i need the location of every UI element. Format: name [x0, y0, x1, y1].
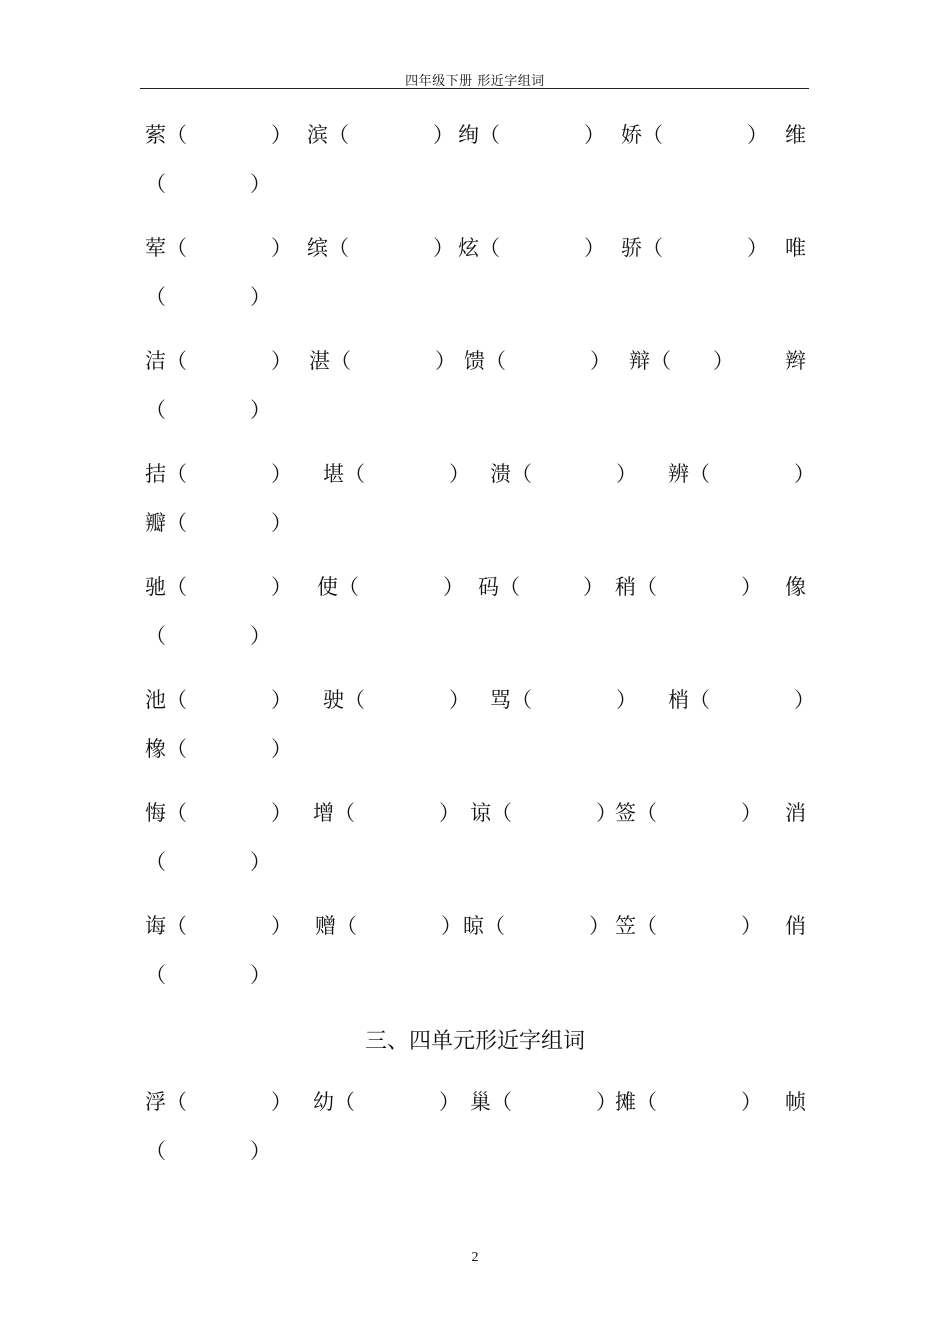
word-item: 辫 — [785, 349, 806, 373]
word-item: 炫（ ） — [458, 236, 605, 260]
exercise-row-continuation — [145, 508, 809, 538]
exercise-row — [145, 459, 815, 489]
word-item: 维 — [785, 123, 806, 147]
exercise-row — [145, 572, 809, 602]
word-item: 赠（ ） — [315, 914, 462, 938]
word-item: 摊（ ） — [615, 1090, 762, 1114]
word-item: 馈（ ） — [464, 349, 611, 373]
exercise-row-continuation — [145, 282, 809, 312]
word-item: 梢（ ） — [668, 688, 815, 712]
word-item: 骂（ ） — [490, 688, 637, 712]
word-item: 湛（ ） — [309, 349, 456, 373]
blank-item: （ ） — [145, 172, 271, 196]
exercise-row — [145, 346, 809, 376]
word-item: 帧 — [785, 1090, 806, 1114]
blank-item: （ ） — [145, 285, 271, 309]
blank-item: （ ） — [145, 398, 271, 422]
word-item: 萦（ ） — [145, 123, 292, 147]
blank-item: （ ） — [145, 624, 271, 648]
exercise-row-continuation — [145, 960, 809, 990]
word-item: 溃（ ） — [490, 462, 637, 486]
exercise-row-continuation — [145, 734, 809, 764]
word-item: 辨（ ） — [668, 462, 815, 486]
word-item: 使（ ） — [317, 575, 464, 599]
word-item: 滨（ ） — [307, 123, 454, 147]
word-item: 浮（ ） — [145, 1090, 292, 1114]
exercise-row-continuation — [145, 169, 809, 199]
word-item: 巢（ ） — [470, 1090, 617, 1114]
word-item: 绚（ ） — [458, 123, 605, 147]
word-item: 笠（ ） — [615, 914, 762, 938]
word-item: 橡（ ） — [145, 737, 292, 761]
word-item: 拮（ ） — [145, 462, 292, 486]
word-item: 幼（ ） — [313, 1090, 460, 1114]
word-item: 荤（ ） — [145, 236, 292, 260]
blank-item: （ ） — [145, 963, 271, 987]
word-item: 洁（ ） — [145, 349, 292, 373]
page-number: 2 — [471, 1250, 479, 1265]
exercise-row — [145, 685, 815, 715]
page-header: 四年级下册 形近字组词 — [405, 74, 545, 89]
word-item: 晾（ ） — [463, 914, 610, 938]
exercise-row-continuation — [145, 1136, 809, 1166]
word-item: 辩（ ） — [629, 349, 734, 373]
word-item: 驰（ ） — [145, 575, 292, 599]
word-item: 池（ ） — [145, 688, 292, 712]
word-item: 签（ ） — [615, 801, 762, 825]
word-item: 稍（ ） — [615, 575, 762, 599]
word-item: 消 — [785, 801, 806, 825]
exercise-row — [145, 120, 809, 150]
section-title: 三、四单元形近字组词 — [364, 1029, 585, 1054]
word-item: 唯 — [785, 236, 806, 260]
exercise-row — [145, 911, 809, 941]
word-item: 码（ ） — [478, 575, 604, 599]
word-item: 俏 — [785, 914, 806, 938]
word-item: 堪（ ） — [323, 462, 470, 486]
exercise-row — [145, 233, 809, 263]
exercise-row-continuation — [145, 395, 809, 425]
word-item: 缤（ ） — [307, 236, 454, 260]
exercise-row-continuation — [145, 847, 809, 877]
word-item: 诲（ ） — [145, 914, 292, 938]
header-rule — [140, 88, 809, 89]
word-item: 驶（ ） — [323, 688, 470, 712]
blank-item: （ ） — [145, 1139, 271, 1163]
blank-item: （ ） — [145, 850, 271, 874]
exercise-row-continuation — [145, 621, 809, 651]
word-item: 悔（ ） — [145, 801, 292, 825]
word-item: 娇（ ） — [621, 123, 768, 147]
exercise-row — [145, 798, 809, 828]
exercise-row — [145, 1087, 809, 1117]
word-item: 骄（ ） — [621, 236, 768, 260]
word-item: 增（ ） — [313, 801, 460, 825]
word-item: 像 — [785, 575, 806, 599]
word-item: 瓣（ ） — [145, 511, 292, 535]
word-item: 谅（ ） — [470, 801, 617, 825]
